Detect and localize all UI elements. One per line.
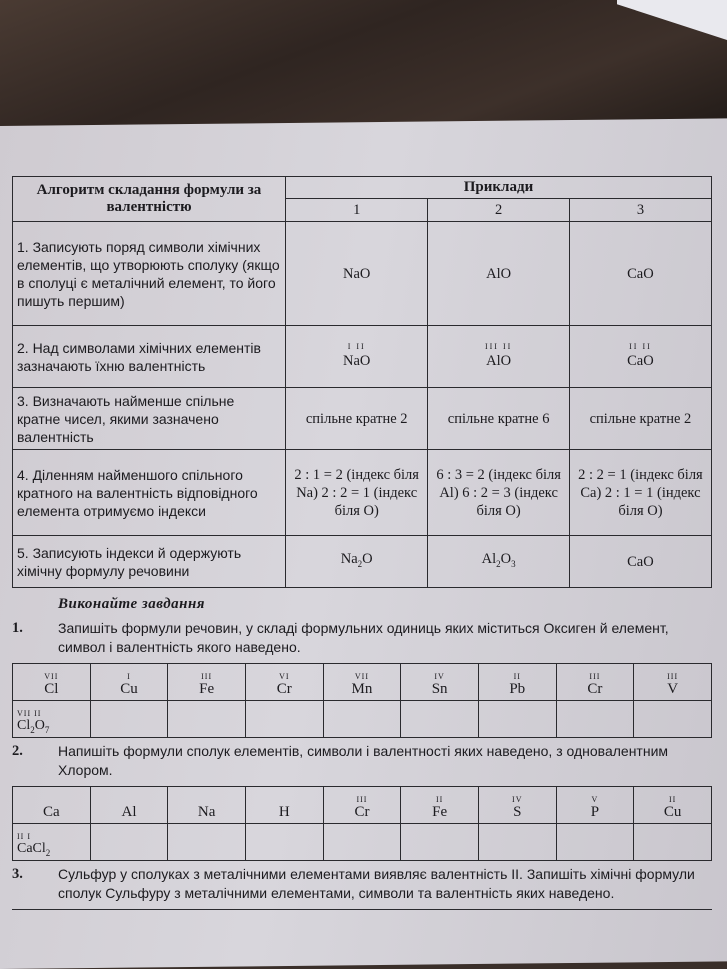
- task-number: 2.: [12, 743, 23, 759]
- element-symbol: Cu: [120, 681, 138, 697]
- element-symbol: Al: [121, 804, 137, 820]
- algorithm-table: [12, 176, 712, 588]
- step-1: 1. Записують поряд символи хімічних елементів, що утворюють сполуку (якщо в сполуці є металічний елемент, то його пишуть першим): [13, 222, 286, 326]
- valence-label: [168, 795, 245, 804]
- table-row: [13, 222, 712, 326]
- answer-cell[interactable]: [401, 824, 479, 861]
- element-symbol: Cl: [44, 681, 59, 697]
- valence-label: IV: [434, 672, 445, 681]
- formula-2-1: NaO: [342, 353, 371, 369]
- task-number: 3.: [12, 866, 23, 882]
- task-text: Напишіть формули сполук елементів, символи і валентності яких наведено, з одновалентним Хлором.: [58, 743, 669, 778]
- answer-cell[interactable]: [168, 824, 246, 861]
- task-number: 1.: [12, 620, 23, 636]
- step-3: 3. Визначають найменше спільне кратне чисел, якими зазначено валентність: [13, 388, 286, 450]
- valence-label: [13, 795, 90, 804]
- example-2-3: [569, 326, 711, 388]
- element-symbol: Fe: [199, 681, 215, 697]
- example-4-1: 2 : 1 = 2 (індекс біля Na) 2 : 2 = 1 (індекс біля O): [286, 450, 428, 536]
- answer-cell[interactable]: [634, 824, 712, 861]
- element-cell: [90, 787, 168, 824]
- element-symbol: Fe: [432, 804, 448, 820]
- answer-cell[interactable]: [13, 701, 91, 738]
- element-symbol: Cr: [587, 681, 603, 697]
- valence-label: [91, 795, 168, 804]
- example-5-1: $Na_2O$: [286, 536, 428, 588]
- answer-cell[interactable]: [401, 701, 479, 738]
- answer-cell[interactable]: [13, 824, 91, 861]
- example-3-1: спільне кратне 2: [286, 388, 428, 450]
- answer-valence: II I: [17, 832, 31, 842]
- element-cell: [478, 787, 556, 824]
- answer-cell[interactable]: [323, 701, 401, 738]
- task-1-table: [12, 663, 712, 738]
- valence-label: II: [513, 672, 521, 681]
- element-symbol: S: [513, 804, 522, 820]
- valence-label: V: [591, 795, 599, 804]
- formula-2-2: AlO: [486, 353, 512, 369]
- element-symbol: Cr: [276, 681, 292, 697]
- example-5-2: $Al_2O_3$: [428, 536, 570, 588]
- section-heading: Виконайте завдання: [58, 596, 206, 612]
- table-edge: [12, 909, 712, 910]
- example-1-1: NaO: [286, 222, 428, 326]
- valence-2-3: II II: [629, 342, 652, 351]
- element-cell: [401, 664, 479, 701]
- task-2-table: [12, 786, 712, 861]
- table-row: [13, 388, 712, 450]
- example-4-3: 2 : 2 = 1 (індекс біля Ca) 2 : 1 = 1 (індекс біля O): [569, 450, 711, 536]
- answer-cell[interactable]: [245, 824, 323, 861]
- element-symbol: Mn: [351, 681, 373, 697]
- header-examples: Приклади: [286, 177, 712, 199]
- valence-label: III: [356, 795, 368, 804]
- element-cell: [245, 664, 323, 701]
- valence-label: II: [668, 795, 677, 804]
- valence-2-2: III II: [484, 342, 513, 351]
- answer-cell[interactable]: [478, 824, 556, 861]
- answer-cell[interactable]: [556, 701, 634, 738]
- answer-formula: $Cl_2O_7$: [17, 718, 50, 735]
- example-1-3: CaO: [569, 222, 711, 326]
- valence-label: VII: [44, 672, 59, 681]
- valence-label: I: [127, 672, 131, 681]
- element-symbol: Cr: [354, 804, 370, 820]
- element-cell: [323, 664, 401, 701]
- answer-cell[interactable]: [90, 701, 168, 738]
- answer-formula: CaCl$_2$: [17, 841, 51, 858]
- example-2-2: [428, 326, 570, 388]
- valence-label: III: [667, 672, 679, 681]
- valence-label: VI: [279, 672, 290, 681]
- element-cell: [245, 787, 323, 824]
- valence-label: [246, 795, 323, 804]
- element-cell: [634, 787, 712, 824]
- task-2: [12, 742, 712, 780]
- element-cell: [13, 787, 91, 824]
- element-cell: [168, 787, 246, 824]
- valence-label: IV: [512, 795, 523, 804]
- valence-label: VII: [354, 672, 369, 681]
- page-content: [12, 176, 712, 910]
- element-cell: [478, 664, 556, 701]
- task-3: [12, 865, 712, 903]
- answer-cell[interactable]: [634, 701, 712, 738]
- task-1: [12, 619, 712, 657]
- element-cell: [323, 787, 401, 824]
- task-text: Запишіть формули речовин, у складі формульних одиниць яких міститься Оксиген й елемент, символ і валентність якого наведено.: [58, 620, 669, 655]
- step-4: 4. Діленням найменшого спільного кратного на валентність відповідного елемента отримуємо індекси: [13, 450, 286, 536]
- answer-cell[interactable]: [90, 824, 168, 861]
- element-symbol: V: [667, 681, 679, 697]
- element-symbol: Cu: [663, 804, 682, 820]
- example-5-3: CaO: [569, 536, 711, 588]
- col-num-2: 2: [428, 199, 570, 222]
- element-cell: [90, 664, 168, 701]
- element-cell: [401, 787, 479, 824]
- valence-2-1: I II: [347, 342, 366, 351]
- answer-cell[interactable]: [556, 824, 634, 861]
- valence-label: III: [201, 672, 213, 681]
- example-3-2: спільне кратне 6: [428, 388, 570, 450]
- element-symbol: P: [590, 804, 600, 820]
- example-1-2: AlO: [428, 222, 570, 326]
- valence-label: III: [589, 672, 601, 681]
- table-row: [13, 326, 712, 388]
- answer-valence: VII II: [17, 709, 42, 719]
- example-2-1: [286, 326, 428, 388]
- answer-cell[interactable]: [478, 701, 556, 738]
- answer-cell[interactable]: [168, 701, 246, 738]
- col-num-3: 3: [569, 199, 711, 222]
- table-row: [13, 450, 712, 536]
- valence-label: II: [435, 795, 444, 804]
- step-5: 5. Записують індекси й одержують хімічну формулу речовини: [13, 536, 286, 588]
- element-cell: [556, 664, 634, 701]
- header-algorithm: Алгоритм складання формули за валентністю: [13, 177, 286, 222]
- step-2: 2. Над символами хімічних елементів зазначають їхню валентність: [13, 326, 286, 388]
- formula-2-3: CaO: [627, 353, 654, 369]
- element-cell: [168, 664, 246, 701]
- element-cell: [13, 664, 91, 701]
- element-symbol: H: [278, 804, 290, 820]
- example-3-3: спільне кратне 2: [569, 388, 711, 450]
- element-symbol: Ca: [42, 804, 60, 820]
- element-cell: [556, 787, 634, 824]
- answer-cell[interactable]: [245, 701, 323, 738]
- element-symbol: Pb: [509, 681, 526, 697]
- example-4-2: 6 : 3 = 2 (індекс біля Al) 6 : 2 = 3 (індекс біля O): [428, 450, 570, 536]
- element-symbol: Na: [197, 804, 216, 820]
- table-row: [13, 536, 712, 588]
- element-cell: [634, 664, 712, 701]
- col-num-1: 1: [286, 199, 428, 222]
- task-text: Сульфур у сполуках з металічними елементами виявляє валентність II. Запишіть хімічні формули сполук Сульфуру з металічними елементами, символи та валентність яких наведено.: [58, 866, 695, 901]
- answer-cell[interactable]: [323, 824, 401, 861]
- element-symbol: Sn: [431, 681, 448, 697]
